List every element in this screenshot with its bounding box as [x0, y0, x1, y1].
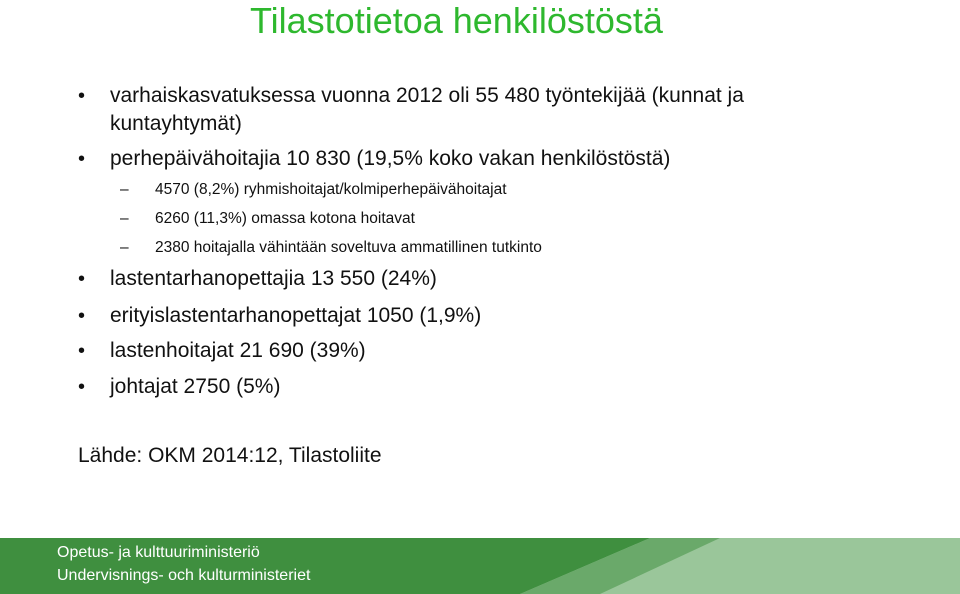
bullet-marker: • — [78, 148, 86, 170]
slide-title: Tilastotietoa henkilöstöstä — [250, 0, 663, 41]
bullet-text: johtajat 2750 (5%) — [110, 375, 281, 398]
sub-bullet-text: 2380 hoitajalla vähintään soveltuva ammatillinen tutkinto — [155, 239, 542, 256]
sub-bullet-text: 6260 (11,3%) omassa kotona hoitavat — [155, 210, 415, 227]
sub-bullet-marker: – — [120, 181, 129, 198]
footer-ministry-name-fi: Opetus- ja kulttuuriministeriö — [57, 544, 260, 561]
bullet-text: lastentarhanopettajia 13 550 (24%) — [110, 267, 437, 290]
ministry-footer — [0, 538, 960, 594]
bullet-marker: • — [78, 268, 86, 290]
bullet-text: erityislastentarhanopettajat 1050 (1,9%) — [110, 304, 482, 327]
footer-ministry-name-sv: Undervisnings- och kulturministeriet — [57, 567, 311, 584]
sub-bullet-text: 4570 (8,2%) ryhmishoitajat/kolmiperhepäivähoitajat — [155, 181, 507, 198]
bullet-marker: • — [78, 340, 86, 362]
sub-bullet-marker: – — [120, 210, 129, 227]
sub-bullet-marker: – — [120, 239, 129, 256]
source-citation: Lähde: OKM 2014:12, Tilastoliite — [78, 444, 382, 467]
bullet-marker: • — [78, 376, 86, 398]
bullet-text: perhepäivähoitajia 10 830 (19,5% koko vakan henkilöstöstä) — [110, 147, 671, 170]
bullet-text: varhaiskasvatuksessa vuonna 2012 oli 55 480 työntekijää (kunnat ja kuntayhtymät) — [110, 84, 744, 135]
bullet-marker: • — [78, 305, 86, 327]
bullet-marker: • — [78, 85, 86, 107]
bullet-text: lastenhoitajat 21 690 (39%) — [110, 339, 366, 362]
